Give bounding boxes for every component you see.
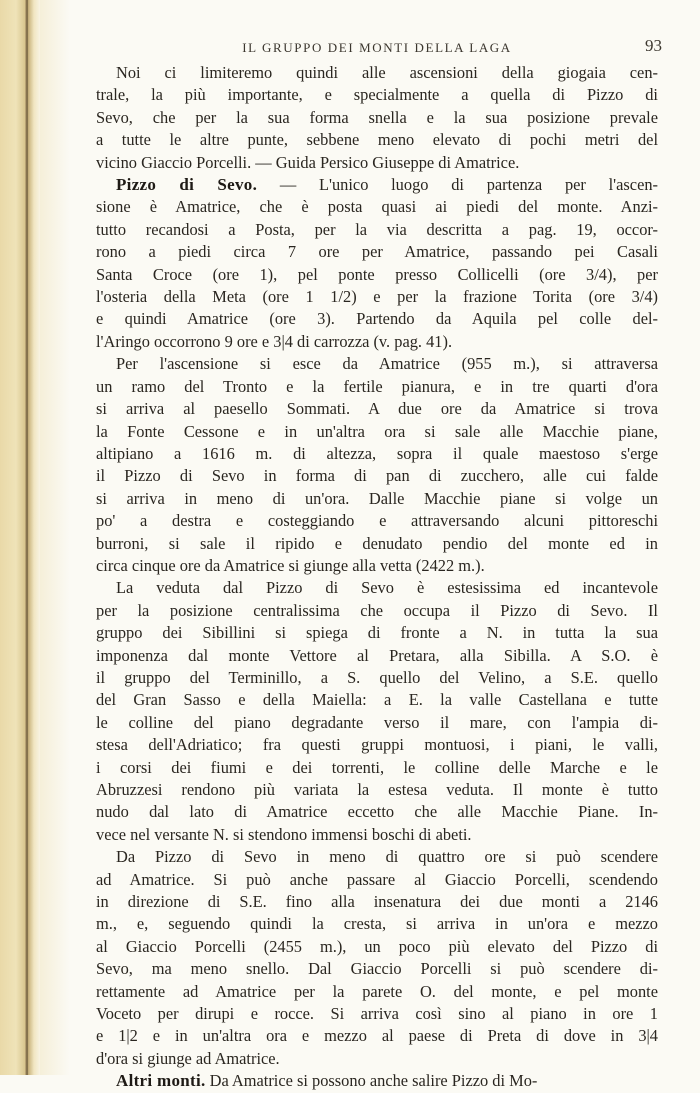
line-text: nudo dal lato di Amatrice eccetto che alle Macchie Piane. In- [96,802,658,822]
text-line [96,1025,658,1047]
text-line [96,913,658,935]
text-line [96,779,658,801]
line-text: burroni, si sale il ripido e denudato pendio del monte ed in [96,533,658,553]
line-text: il Pizzo di Sevo in forma di pan di zucchero, alle cui falde [96,466,658,486]
text-line [96,1070,658,1092]
line-text: per la posizione centralissima che occupa il Pizzo di Sevo. Il [96,600,658,620]
line-text: vece nel versante N. si stendono immensi boschi di abeti. [96,824,472,844]
line-text: Sevo, ma meno snello. Dal Giaccio Porcelli si può scendere di- [96,959,658,979]
running-head-title: IL GRUPPO DEI MONTI DELLA LAGA [242,40,512,55]
line-text: la Fonte Cessone e in un'altra ora si sale alle Macchie piane, [96,421,658,441]
section-heading: Pizzo di Sevo. [116,175,258,195]
text-line [96,398,658,420]
paragraph [96,577,658,846]
line-text: l'Aringo occorrono 9 ore e 3|4 di carrozza (v. pag. 41). [96,331,453,351]
line-text: rettamente ad Amatrice per la parete O. del monte, e pel monte [96,981,658,1001]
line-text: l'osteria della Meta (ore 1 1/2) e per la frazione Torita (ore 3/4) [96,287,658,307]
line-text: d'ora si giunge ad Amatrice. [96,1048,280,1068]
line-text: altipiano a 1616 m. di altezza, sopra il quale maestoso s'erge [96,443,658,463]
text-line [96,308,658,330]
text-line [96,129,658,151]
text-line [96,241,658,263]
text-line [96,667,658,689]
body-text [96,62,658,1093]
line-text: stesa dell'Adriatico; fra questi gruppi montuosi, i piani, le valli, [96,735,658,755]
line-text: Noi ci limiteremo quindi alle ascensioni della giogaia cen- [116,63,658,82]
text-line [96,757,658,779]
text-line [96,891,658,913]
line-text: circa cinque ore da Amatrice si giunge alla vetta (2422 m.). [96,555,485,575]
line-text: si arriva in meno di un'ora. Dalle Macchie piane si volge un [96,488,658,508]
text-line [96,689,658,711]
section-paragraph [96,174,658,353]
line-text: Santa Croce (ore 1), pel ponte presso Collicelli (ore 3/4), per [96,264,658,284]
paragraph [96,62,658,174]
text-line [96,801,658,823]
line-text: rono a piedi circa 7 ore per Amatrice, passando pei Casali [96,242,658,262]
text-line [96,824,658,846]
line-text: e 1|2 e in un'altra ora e mezzo al paese di Preta di dove in 3|4 [96,1026,658,1046]
text-line [96,600,658,622]
line-text: in direzione di S.E. fino alla insenatura dei due monti a 2146 [96,892,658,912]
text-line [96,1003,658,1025]
page-number: 93 [645,36,662,55]
text-line [96,465,658,487]
book-page [96,36,662,1093]
text-line [96,264,658,286]
line-text: imponenza dal monte Vettore al Pretara, alla Sibilla. A S.O. è [96,645,658,665]
page-edge-shadow [40,0,70,1075]
text-line [96,62,658,84]
line-text: — L'unico luogo di partenza per l'ascen- [257,175,658,195]
text-line [96,622,658,644]
line-text: Abruzzesi rendono più variata la estesa veduta. Il monte è tutto [96,780,658,799]
line-text: a tutte le altre punte, sebbene meno elevato di pochi metri del [96,130,658,150]
text-line [96,510,658,532]
line-text: vicino Giaccio Porcelli. — Guida Persico Giuseppe di Amatrice. [96,152,520,172]
line-text: trale, la più importante, e specialmente a quella di Pizzo di [96,85,658,105]
line-text: tutto recandosi a Posta, per la via descritta a pag. 19, occor- [96,219,658,239]
line-text: al Giaccio Porcelli (2455 m.), un poco più elevato del Pizzo di [96,936,658,956]
text-line [96,846,658,868]
text-line [96,869,658,891]
text-line [96,107,658,129]
line-text: m., e, seguendo quindi la cresta, si arriva in un'ora e mezzo [96,914,658,934]
line-text: i corsi dei fiumi e dei torrenti, le colline delle Marche e le [96,757,658,777]
line-text: e quindi Amatrice (ore 3). Partendo da Aquila pel colle del- [96,309,658,329]
text-line [96,376,658,398]
text-line [96,286,658,308]
text-line [96,196,658,218]
line-text: si arriva al paesello Sommati. A due ore da Amatrice si trova [96,399,658,419]
text-line [96,219,658,241]
line-text: Voceto per dirupi e rocce. Si arriva così sino al piano in ore 1 [96,1004,658,1024]
section-paragraph [96,1070,658,1092]
line-text: un ramo del Tronto e la fertile pianura, e in tre quarti d'ora [96,376,658,396]
line-text: il gruppo del Terminillo, a S. quello del Velino, a S.E. quello [96,667,658,687]
line-text: Per l'ascensione si esce da Amatrice (955 m.), si attraversa [116,354,658,374]
line-text: po' a destra e costeggiando e attraversando alcuni pittoreschi [96,511,658,531]
running-head [96,36,662,58]
line-text: Da Pizzo di Sevo in meno di quattro ore si può scendere [116,847,658,867]
book-binding-gutter [0,0,40,1075]
text-line [96,645,658,667]
text-line [96,331,658,353]
text-line [96,958,658,980]
text-line [96,84,658,106]
line-text: La veduta dal Pizzo di Sevo è estesissima ed incantevole [116,578,658,598]
line-text: sione è Amatrice, che è posta quasi ai piedi del monte. Anzi- [96,197,658,217]
text-line [96,936,658,958]
text-line [96,712,658,734]
line-text: Da Amatrice si possono anche salire Pizzo di Mo- [205,1071,538,1091]
text-line [96,174,658,196]
text-line [96,555,658,577]
text-line [96,981,658,1003]
text-line [96,353,658,375]
text-line [96,533,658,555]
line-text: Sevo, che per la sua forma snella e la sua posizione prevale [96,107,658,127]
text-line [96,421,658,443]
paragraph [96,353,658,577]
text-line [96,734,658,756]
text-line [96,577,658,599]
line-text: gruppo dei Sibillini si spiega di fronte a N. in tutta la sua [96,623,658,643]
paragraph [96,846,658,1070]
line-text: del Gran Sasso e della Maiella: a E. la valle Castellana e tutte [96,690,658,710]
line-text: ad Amatrice. Si può anche passare al Giaccio Porcelli, scendendo [96,869,658,889]
text-line [96,152,658,174]
line-text: le colline del piano degradante verso il mare, con l'ampia di- [96,712,658,732]
text-line [96,443,658,465]
section-heading: Altri monti. [116,1071,206,1091]
text-line [96,488,658,510]
text-line [96,1048,658,1070]
